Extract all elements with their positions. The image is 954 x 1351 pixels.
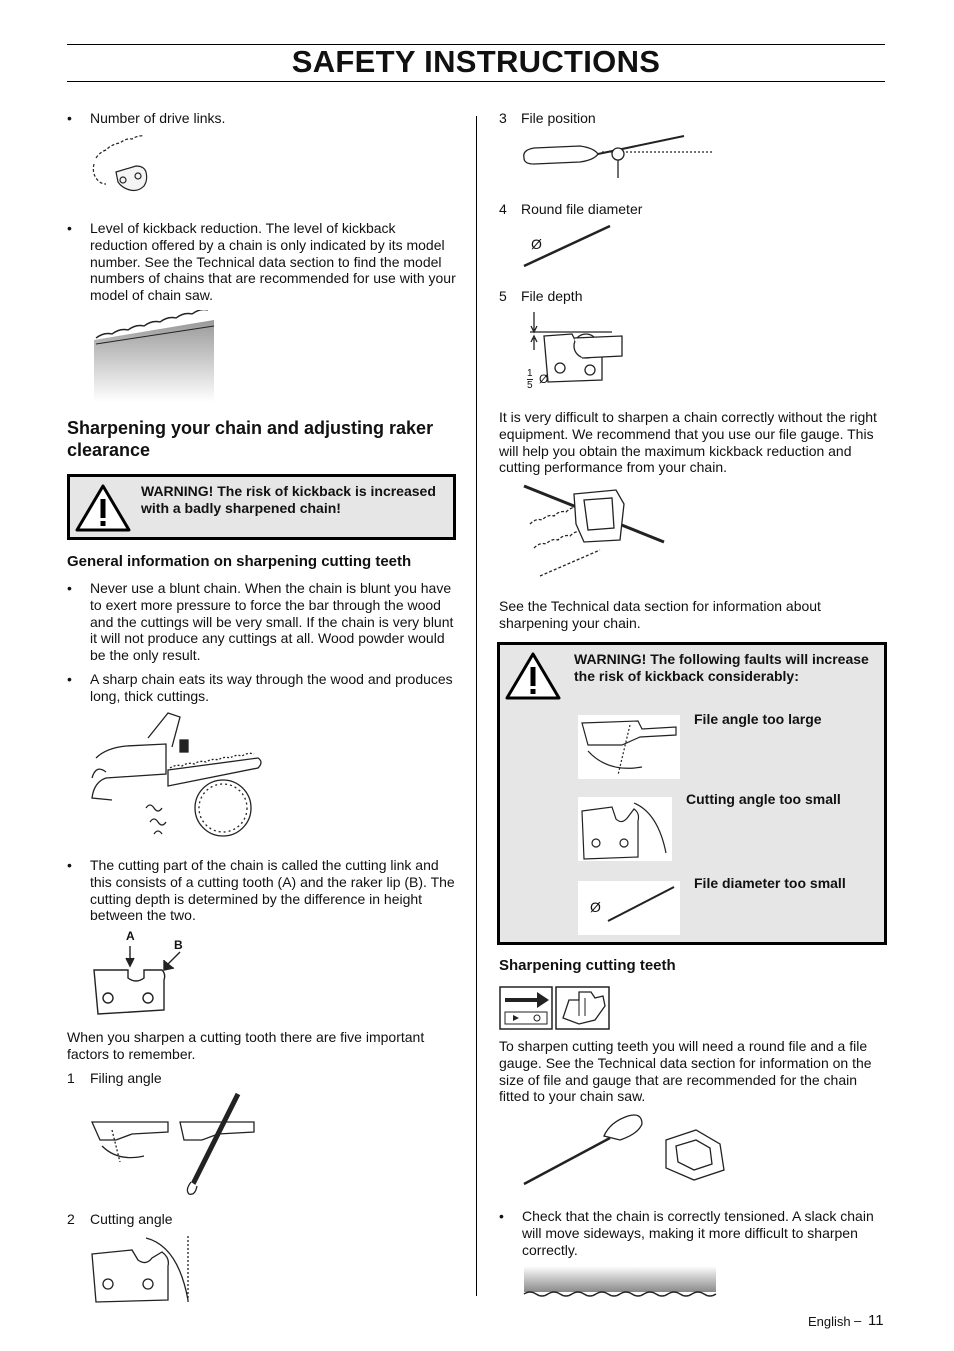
column-separator [476,116,477,1296]
warning-triangle-icon [74,483,132,533]
factor-1-number: 1 [67,1070,75,1086]
fault-diameter-symbol: Ø [590,899,601,915]
chainsaw-cutting-log-illustration [88,708,268,843]
cutting-tooth-diagram [88,940,188,1020]
file-depth-diameter-symbol: Ø [539,372,549,386]
factor-4-label: Round file diameter [521,201,643,217]
bullet-dot: • [67,671,72,687]
bullet-dot: • [67,220,72,236]
chain-bar-illustration [90,310,218,402]
fault-cutting-angle-illustration [578,797,672,861]
factor-3-label: File position [521,110,596,126]
section-heading-sharpening: Sharpening your chain and adjusting raker clearance [67,418,434,460]
bullet-dot: • [67,110,72,126]
round-file-text: To sharpen cutting teeth you will need a round file and a file gauge. See the Technical data section for information on the size of file and gauge that are recommended for the chain fitted to your chain saw. [499,1038,872,1105]
file-position-illustration [520,130,716,184]
bullet-text: Number of drive links. [90,110,226,126]
round-file-diameter-illustration [520,222,616,272]
bullet-dot: • [67,580,72,596]
factor-1-label: Filing angle [90,1070,162,1086]
fault-cutting-angle-label: Cutting angle too small [686,791,841,807]
label-a: A [126,929,135,943]
five-factors-text: When you sharpen a cutting tooth there are five important factors to remember. [67,1029,425,1062]
footer-dash: – [854,1313,862,1328]
factor-5-label: File depth [521,288,583,304]
ratio-top: 1 [527,368,533,379]
fault-file-diameter-label: File diameter too small [694,875,846,891]
warning-box-kickback [67,474,456,540]
factor-4-number: 4 [499,201,507,217]
protective-gloves-pictogram [499,986,611,1030]
round-file-and-gauge-illustration [520,1110,730,1190]
header-bottom-rule [67,81,885,82]
footer-page-number: 11 [868,1312,884,1329]
bullet-text: Never use a blunt chain. When the chain is blunt you have to exert more pressure to force the bar through the wood and the cuttings will be very small. If the chain is very blunt it will not produce any cuttings at all. Wood powder would be the only result. [90,580,454,664]
warning-text: WARNING! The following faults will increase the risk of kickback considerably: [574,651,869,684]
see-technical-data-text: See the Technical data section for information about sharpening your chain. [499,598,821,631]
warning-triangle-icon [504,651,562,701]
factor-2-label: Cutting angle [90,1211,173,1227]
factor-2-number: 2 [67,1211,75,1227]
label-b: B [174,938,183,952]
ratio-bottom: 5 [527,380,533,391]
subheading-general-info: General information on sharpening cutting teeth [67,553,412,570]
factor-3-number: 3 [499,110,507,126]
page-title: SAFETY INSTRUCTIONS [291,44,661,79]
warning-text: WARNING! The risk of kickback is increased with a badly sharpened chain! [141,483,436,516]
file-gauge-text: It is very difficult to sharpen a chain correctly without the right equipment. We recommend that you use our file gauge. This will help you obtain the maximum kickback reduction and cutting performance from your chain. [499,409,877,476]
file-gauge-on-chain-illustration [520,480,668,580]
warning-box-faults [497,642,887,945]
bullet-dot: • [499,1208,504,1224]
factor-5-number: 5 [499,288,507,304]
subheading-sharpening-teeth: Sharpening cutting teeth [499,957,676,974]
tensioned-chain-bar-illustration [522,1264,718,1304]
fault-file-angle-label: File angle too large [694,711,822,727]
bullet-text: The cutting part of the chain is called the cutting link and this consists of a cutting tooth (A) and the raker lip (B). The cutting depth is determined by the difference in height between the two. [90,857,455,924]
fault-file-angle-illustration [578,715,680,779]
diameter-symbol: Ø [531,236,542,252]
cutting-angle-illustration [88,1232,200,1308]
bullet-text: A sharp chain eats its way through the wood and produces long, thick cuttings. [90,671,453,704]
drive-links-illustration [88,130,168,205]
bullet-text: Level of kickback reduction. The level of kickback reduction offered by a chain is only indicated by its model number. See the Technical data section to find the model numbers of chains that are recommended for use with your model of chain saw. [90,220,456,304]
bullet-dot: • [67,857,72,873]
filing-angle-illustration [88,1090,260,1200]
footer-language: English [808,1314,851,1329]
bullet-text: Check that the chain is correctly tensioned. A slack chain will move sideways, making it more difficult to sharpen correctly. [522,1208,874,1258]
